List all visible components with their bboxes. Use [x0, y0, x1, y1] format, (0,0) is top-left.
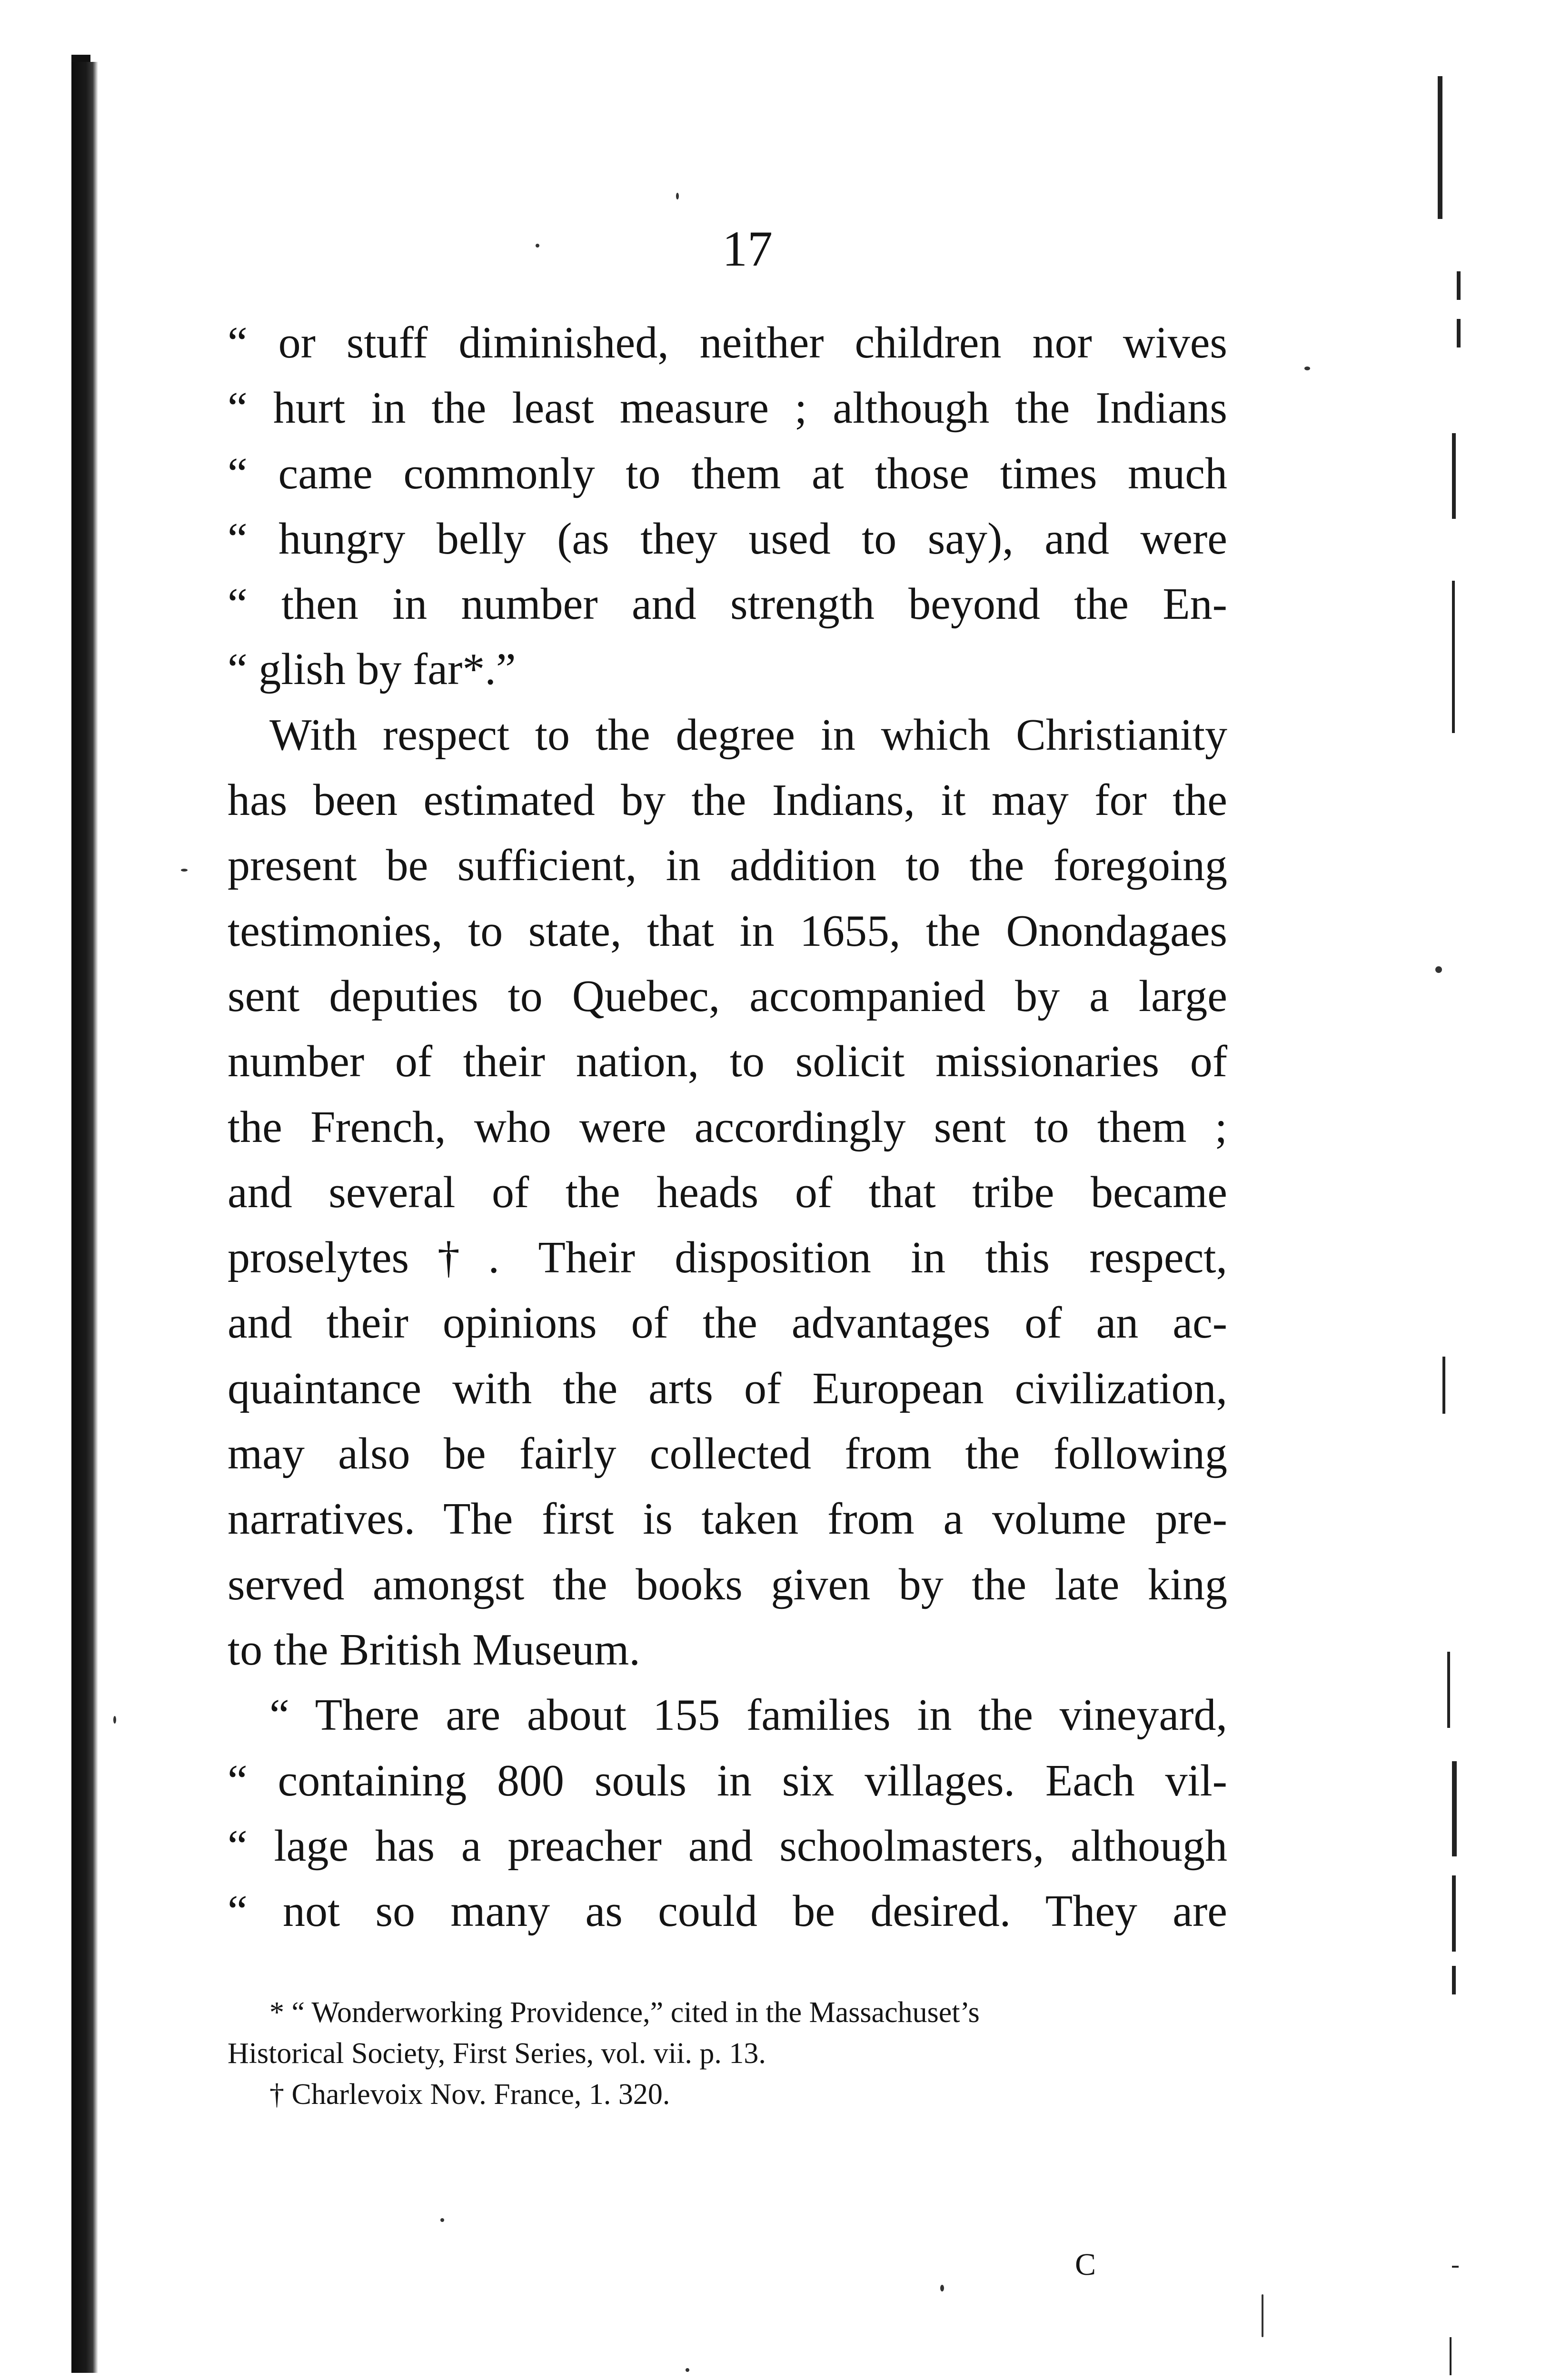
text-line: With respect to the degree in which Christianity: [269, 710, 1227, 760]
text-line: has been estimated by the Indians, it may for the: [228, 775, 1227, 825]
scan-speck: [440, 2218, 444, 2222]
scan-speck: [536, 244, 539, 248]
text-line: quaintance with the arts of European civilization,: [228, 1363, 1227, 1413]
text-line: “ lage has a preacher and schoolmasters, although: [228, 1821, 1227, 1871]
scan-speck: [676, 193, 679, 199]
text-line: number of their nation, to solicit missionaries of: [228, 1037, 1227, 1087]
scan-speck: [686, 2368, 689, 2372]
text-line: “ came commonly to them at those times much: [228, 448, 1227, 498]
text-line: narratives. The first is taken from a volume pre-: [228, 1494, 1227, 1544]
footnote-line: † Charlevoix Nov. France, 1. 320.: [269, 2078, 670, 2111]
scan-artifacts-right: [1438, 71, 1495, 2380]
text-line: and several of the heads of that tribe became: [228, 1167, 1227, 1217]
footnotes: [228, 1992, 1227, 2115]
text-line: to the British Museum.: [228, 1625, 640, 1675]
text-line: “ There are about 155 families in the vineyard,: [269, 1690, 1227, 1740]
page-number: 17: [722, 221, 773, 277]
text-line: the French, who were accordingly sent to them ;: [228, 1102, 1227, 1152]
scan-speck: [1304, 367, 1310, 370]
binding-shadow: [71, 62, 98, 2373]
scan-speck: [113, 1716, 116, 1724]
signature-mark: C: [1074, 2247, 1096, 2282]
text-line: “ hurt in the least measure ; although the Indians: [228, 383, 1227, 433]
text-line: proselytes†. Their disposition in this respect,: [228, 1233, 1227, 1283]
footnote-line: Historical Society, First Series, vol. vii. p. 13.: [228, 2037, 766, 2070]
text-line: “ or stuff diminished, neither children nor wives: [228, 318, 1227, 367]
scan-speck: [940, 2285, 944, 2291]
text-line: may also be fairly collected from the following: [228, 1429, 1227, 1479]
footnote-line: * “ Wonderworking Providence,” cited in the Massachuset’s: [269, 1996, 980, 2029]
text-line: and their opinions of the advantages of an ac-: [228, 1298, 1227, 1348]
text-line: served amongst the books given by the late king: [228, 1559, 1227, 1609]
text-line: “ not so many as could be desired. They are: [228, 1886, 1227, 1936]
scan-speck: [1262, 2294, 1263, 2337]
scan-speck: [181, 869, 188, 872]
scan-speck: [1435, 966, 1442, 973]
text-line: “ hungry belly (as they used to say), and were: [228, 514, 1227, 564]
text-line: “ then in number and strength beyond the En-: [228, 579, 1227, 629]
text-line: sent deputies to Quebec, accompanied by a large: [228, 971, 1227, 1021]
text-line: “ glish by far*.”: [228, 645, 516, 694]
text-line: “ containing 800 souls in six villages. Each vil-: [228, 1755, 1227, 1805]
text-line: testimonies, to state, that in 1655, the Onondagaes: [228, 906, 1227, 956]
body-text: [228, 310, 1227, 1944]
text-line: present be sufficient, in addition to the foregoing: [228, 841, 1227, 891]
